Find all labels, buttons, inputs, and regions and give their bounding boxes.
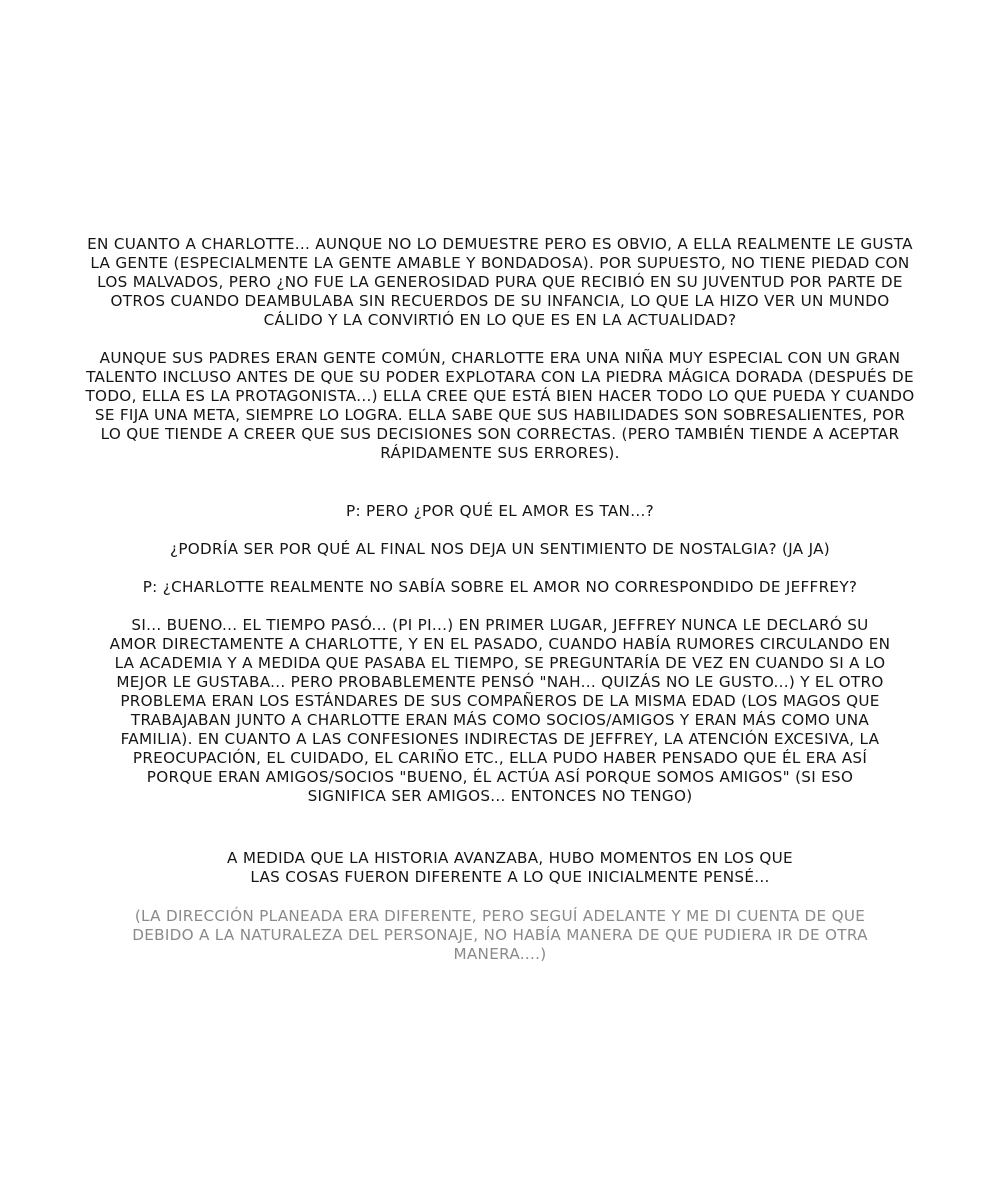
paragraph-story-changes	[0, 849, 1000, 887]
text-line: LA GENTE (ESPECIALMENTE LA GENTE AMABLE Y BONDADOSA). POR SUPUESTO, NO TIENE PIEDAD CON	[90, 254, 910, 272]
text-line: EN CUANTO A CHARLOTTE... AUNQUE NO LO DEMUESTRE PERO ES OBVIO, A ELLA REALMENTE LE GUSTA	[87, 235, 913, 253]
text-line: ¿PODRÍA SER POR QUÉ AL FINAL NOS DEJA UN SENTIMIENTO DE NOSTALGIA? (JA JA)	[169, 540, 831, 558]
text-line: MANERA....)	[453, 945, 547, 963]
text-line: SI... BUENO... EL TIEMPO PASÓ... (PI PI...) EN PRIMER LUGAR, JEFFREY NUNCA LE DECLARÓ SU	[131, 616, 869, 634]
text-line: PROBLEMA ERAN LOS ESTÁNDARES DE SUS COMPAÑEROS DE LA MISMA EDAD (LOS MAGOS QUE	[120, 692, 880, 710]
text-line: DEBIDO A LA NATURALEZA DEL PERSONAJE, NO HABÍA MANERA DE QUE PUDIERA IR DE OTRA	[132, 926, 868, 944]
paragraph-charlotte-intro	[0, 235, 1000, 330]
text-line: LOS MALVADOS, PERO ¿NO FUE LA GENEROSIDAD PURA QUE RECIBIÓ EN SU JUVENTUD POR PARTE DE	[97, 273, 903, 291]
text-line: OTROS CUANDO DEAMBULABA SIN RECUERDOS DE SU INFANCIA, LO QUE LA HIZO VER UN MUNDO	[110, 292, 890, 310]
text-line: SIGNIFICA SER AMIGOS... ENTONCES NO TENGO)	[307, 787, 693, 805]
text-line: SE FIJA UNA META, SIEMPRE LO LOGRA. ELLA SABE QUE SUS HABILIDADES SON SOBRESALIENTES, POR	[94, 406, 906, 424]
text-line: (LA DIRECCIÓN PLANEADA ERA DIFERENTE, PERO SEGUÍ ADELANTE Y ME DI CUENTA DE QUE	[134, 907, 866, 925]
text-line: FAMILIA). EN CUANTO A LAS CONFESIONES INDIRECTAS DE JEFFREY, LA ATENCIÓN EXCESIVA, LA	[120, 730, 880, 748]
text-line: LA ACADEMIA Y A MEDIDA QUE PASABA EL TIEMPO, SE PREGUNTARÍA DE VEZ EN CUANDO SI A LO	[114, 654, 886, 672]
question-jeffrey	[0, 578, 1000, 597]
text-line: TRABAJABAN JUNTO A CHARLOTTE ERAN MÁS COMO SOCIOS/AMIGOS Y ERAN MÁS COMO UNA	[130, 711, 870, 729]
paragraph-aside-direction	[0, 907, 1000, 964]
text-line: LAS COSAS FUERON DIFERENTE A LO QUE INICIALMENTE PENSÉ...	[250, 868, 770, 886]
text-line: AUNQUE SUS PADRES ERAN GENTE COMÚN, CHARLOTTE ERA UNA NIÑA MUY ESPECIAL CON UN GRAN	[99, 349, 901, 367]
text-line: PORQUE ERAN AMIGOS/SOCIOS "BUENO, ÉL ACTÚA ASÍ PORQUE SOMOS AMIGOS" (SI ESO	[146, 768, 854, 786]
text-line: CÁLIDO Y LA CONVIRTIÓ EN LO QUE ES EN LA ACTUALIDAD?	[263, 311, 737, 329]
text-line: AMOR DIRECTAMENTE A CHARLOTTE, Y EN EL PASADO, CUANDO HABÍA RUMORES CIRCULANDO EN	[109, 635, 891, 653]
text-line: TODO, ELLA ES LA PROTAGONISTA...) ELLA CREE QUE ESTÁ BIEN HACER TODO LO QUE PUEDA Y CUANDO	[85, 387, 915, 405]
answer-love	[0, 540, 1000, 559]
text-line: RÁPIDAMENTE SUS ERRORES).	[380, 444, 620, 462]
text-line: TALENTO INCLUSO ANTES DE QUE SU PODER EXPLOTARA CON LA PIEDRA MÁGICA DORADA (DESPUÉS DE	[86, 368, 914, 386]
text-line: MEJOR LE GUSTABA... PERO PROBABLEMENTE PENSÓ "NAH... QUIZÁS NO LE GUSTO...) Y EL OTRO	[116, 673, 884, 691]
text-line: PREOCUPACIÓN, EL CUIDADO, EL CARIÑO ETC., ELLA PUDO HABER PENSADO QUE ÉL ERA ASÍ	[132, 749, 868, 767]
text-line: P: PERO ¿POR QUÉ EL AMOR ES TAN...?	[346, 502, 654, 520]
text-line: LO QUE TIENDE A CREER QUE SUS DECISIONES SON CORRECTAS. (PERO TAMBIÉN TIENDE A ACEPTAR	[100, 425, 900, 443]
question-love	[0, 502, 1000, 521]
text-line: P: ¿CHARLOTTE REALMENTE NO SABÍA SOBRE EL AMOR NO CORRESPONDIDO DE JEFFREY?	[142, 578, 858, 596]
paragraph-charlotte-talent	[0, 349, 1000, 463]
text-line: A MEDIDA QUE LA HISTORIA AVANZABA, HUBO MOMENTOS EN LOS QUE	[227, 849, 793, 867]
answer-jeffrey	[0, 616, 1000, 806]
